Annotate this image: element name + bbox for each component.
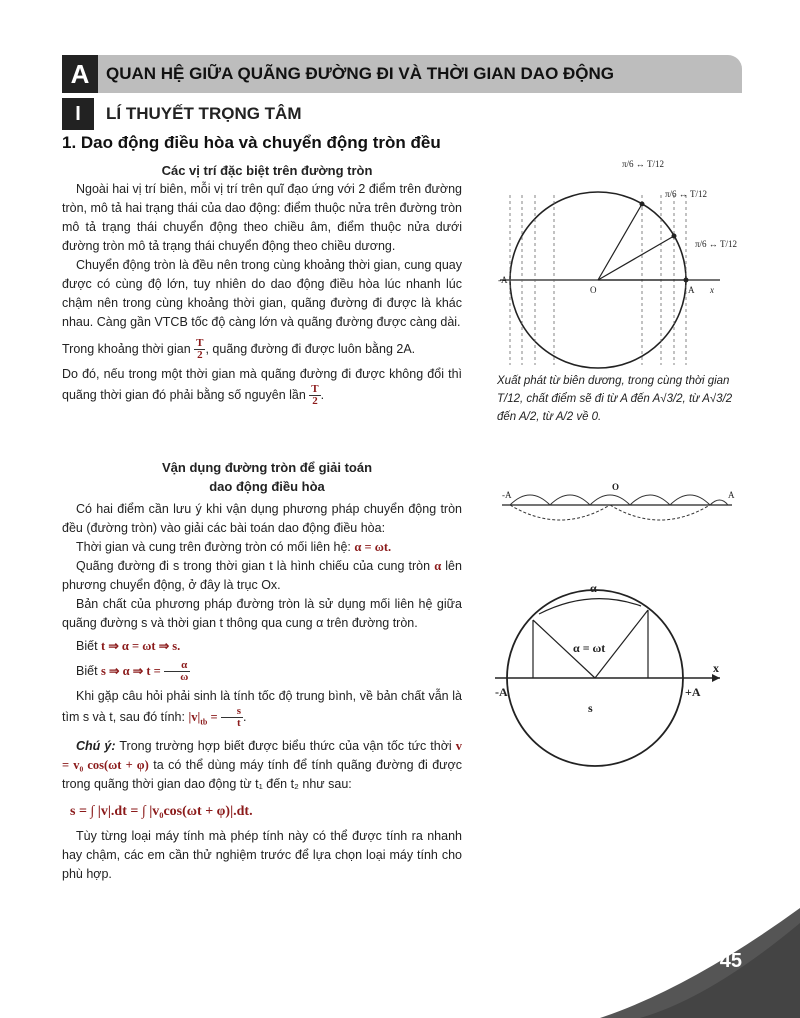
figure-labels [498, 159, 737, 295]
figure-special-positions [490, 155, 740, 370]
paragraph-8: Bản chất của phương pháp đường tròn là sử dụng mối liên hệ giữa quãng đường s và thời gian t thông qua cung α trên đường tròn. [62, 597, 462, 630]
section-a-header [62, 55, 742, 93]
paragraph-9: Biết t ⇒ α = ωt ⇒ s. [76, 639, 181, 653]
paragraph-2: Chuyển động tròn là đều nên trong cùng khoảng thời gian, cung quay được có cùng độ lớn, tuy nhiên do dao động điều hòa lúc nhanh lúc chậm nên trong cùng khoảng thời gian, quãng đường đi được là khác nhau. Càng gần VTCB tốc độ càng lớn và quãng đường được càng dài. [62, 258, 462, 329]
svg-text:A: A [728, 490, 735, 500]
svg-text:O: O [612, 482, 620, 492]
fraction-t-over-2: $\frac{T}{2}$ [196, 337, 204, 361]
paragraph-3: Trong khoảng thời gian $\frac{T}{2}$ , quãng đường đi được luôn bằng 2A. [62, 337, 416, 361]
paragraph-7: Quãng đường đi s trong thời gian t là hình chiếu của cung tròn α lên phương chuyển động, ở đây là trục Ox. [62, 559, 462, 592]
paragraph-12: Chú ý: Trong trường hợp biết được biểu thức của vận tốc tức thời v = v₀ cos(ωt + φ) ta có thể dùng máy tính để tính quãng đường đi được trong quãng thời gian dao động từ t₁ đến t₂ như sau: [62, 739, 462, 792]
average-speed-formula: $|v|_{tb}$ = [188, 709, 221, 727]
svg-text:-A: -A [502, 490, 512, 500]
page-number: 45 [719, 950, 742, 972]
paragraph-5: Có hai điểm cần lưu ý khi vận dụng phương pháp chuyển động tròn đều (đường tròn) vào giải các bài toán dao động điều hòa: [62, 502, 462, 535]
svg-text:A: A [688, 285, 695, 295]
figure-caption: Xuất phát từ biên dương, trong cùng thời gian T/12, chất điểm sẽ đi từ A đến A√3/2, từ A√3/2 đến A/2, từ A/2 về 0. [497, 375, 733, 423]
svg-text:-A: -A [495, 685, 508, 699]
fraction-alpha-over-omega: $\frac{\alpha}{\omega}$ [164, 660, 190, 683]
svg-text:π/6 ↔ T/12: π/6 ↔ T/12 [665, 189, 708, 199]
note-label: Chú ý: [76, 739, 116, 754]
section-i-header [62, 98, 482, 132]
paragraph-11: Khi gặp câu hỏi phải sinh là tính tốc độ trung bình, về bản chất vẫn là tìm s và t, sau đó tính: $|v|_{tb}$ = $\frac{s}{t}$ . [62, 689, 462, 729]
time-arcs [510, 495, 728, 520]
subheading-application-a: Vận dụng đường tròn để giải toán [161, 460, 373, 475]
svg-text:O: O [590, 285, 597, 295]
section-i-letter: I [62, 98, 94, 130]
section-a-title: QUAN HỆ GIỮA QUÃNG ĐƯỜNG ĐI VÀ THỜI GIAN DAO ĐỘNG [106, 64, 615, 83]
svg-text:-A: -A [498, 275, 508, 285]
paragraph-6: Thời gian và cung trên đường tròn có mối liên hệ: α = ωt. [76, 540, 392, 554]
svg-text:π/6 ↔ T/12: π/6 ↔ T/12 [695, 239, 738, 249]
paragraph-4: Do đó, nếu trong một thời gian mà quãng đường đi được không đổi thì quãng thời gian đó phải bằng số nguyên lần $\frac{T}{2}$ . [62, 367, 462, 407]
svg-text:π/6 ↔ T/12: π/6 ↔ T/12 [622, 159, 665, 169]
page-corner-decoration [600, 908, 800, 1018]
svg-text:α: α [590, 581, 597, 595]
paragraph-13: s = ∫ |v|.dt = ∫ |v₀cos(ωt + φ)|.dt. [70, 804, 253, 820]
figure-alpha-omega-t [495, 580, 745, 785]
section-i-title: LÍ THUYẾT TRỌNG TÂM [106, 104, 302, 123]
fraction-t-over-2b: $\frac{T}{2}$ [311, 383, 319, 407]
svg-text:s: s [588, 701, 593, 715]
svg-text:x: x [710, 285, 714, 295]
svg-text:α = ωt: α = ωt [573, 641, 606, 655]
paragraph-1: Ngoài hai vị trí biên, mỗi vị trí trên quĩ đạo ứng với 2 điểm trên đường tròn, mô tả hai trạng thái của dao động: điểm thuộc nửa trên đường tròn mô tả trạng thái chuyển động theo chiều âm, điểm thuộc nửa dưới đường tròn mô tả trạng thái chuyển động theo chiều dương. [62, 182, 462, 253]
paragraph-block-1 [62, 180, 462, 407]
figure-time-intervals [490, 460, 745, 555]
svg-text:+A: +A [685, 685, 701, 699]
subheading-special-positions: Các vị trí đặc biệt trên đường tròn [161, 163, 373, 178]
heading-1: 1. Dao động điều hòa và chuyển động tròn đều [62, 133, 441, 152]
section-a-letter: A [62, 55, 98, 93]
paragraph-14: Tùy từng loại máy tính mà phép tính này có thể được tính ra nhanh hay chậm, các em cần thử nghiệm trước để lựa chọn loại máy tính cho phù hợp. [62, 829, 462, 882]
svg-text:x: x [713, 661, 719, 675]
subheading-application-b: dao động điều hòa [209, 479, 325, 494]
paragraph-10: Biết s ⇒ α ⇒ t = $\frac{\alpha}{\omega}$ [76, 659, 189, 683]
paragraph-block-2 [62, 500, 462, 884]
